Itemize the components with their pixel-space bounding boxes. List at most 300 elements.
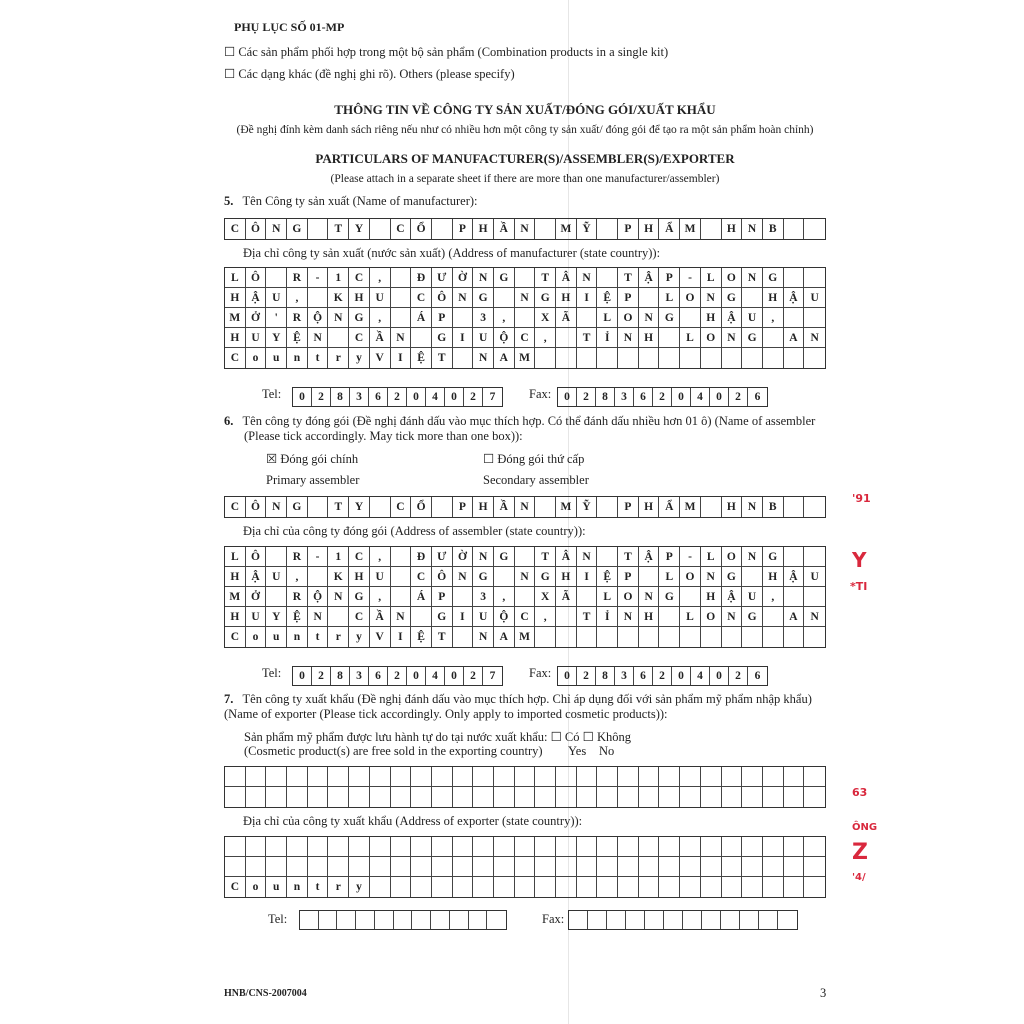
grid-cell[interactable]: N xyxy=(618,328,639,348)
checkbox[interactable]: ☐ xyxy=(224,45,236,59)
exporter-name-grid[interactable] xyxy=(224,766,826,808)
grid-cell[interactable] xyxy=(266,787,287,807)
grid-cell[interactable]: Ở xyxy=(246,308,267,328)
grid-cell[interactable] xyxy=(328,328,349,348)
grid-cell[interactable]: Ầ xyxy=(494,219,515,239)
grid-cell[interactable] xyxy=(515,268,536,288)
grid-cell[interactable] xyxy=(494,567,515,587)
grid-cell[interactable]: H xyxy=(225,567,246,587)
grid-cell[interactable] xyxy=(535,767,556,787)
grid-cell[interactable] xyxy=(784,857,805,877)
grid-cell[interactable] xyxy=(556,787,577,807)
grid-cell[interactable] xyxy=(618,787,639,807)
digit-box[interactable]: 3 xyxy=(615,388,634,406)
grid-cell[interactable]: C xyxy=(349,547,370,567)
digit-box[interactable]: 7 xyxy=(489,391,496,403)
grid-cell[interactable]: N xyxy=(515,567,536,587)
grid-cell[interactable]: Ẩ xyxy=(659,219,680,239)
grid-cell[interactable] xyxy=(370,767,391,787)
grid-cell[interactable]: M xyxy=(225,587,246,607)
grid-cell[interactable] xyxy=(701,837,722,857)
grid-cell[interactable]: Ộ xyxy=(494,607,515,627)
grid-cell[interactable]: L xyxy=(659,288,680,308)
grid-cell[interactable] xyxy=(515,837,536,857)
grid-cell[interactable]: N xyxy=(618,607,639,627)
grid-cell[interactable] xyxy=(639,348,660,368)
grid-cell[interactable] xyxy=(453,787,474,807)
grid-cell[interactable]: H xyxy=(556,288,577,308)
grid-cell[interactable]: - xyxy=(308,268,329,288)
digit-box[interactable]: 0 xyxy=(407,667,426,685)
grid-cell[interactable]: 1 xyxy=(328,547,349,567)
grid-cell[interactable]: N xyxy=(804,607,825,627)
grid-cell[interactable]: u xyxy=(266,348,287,368)
grid-cell[interactable]: N xyxy=(328,587,349,607)
grid-cell[interactable]: O xyxy=(618,587,639,607)
grid-cell[interactable]: Ỹ xyxy=(577,219,598,239)
grid-cell[interactable] xyxy=(722,877,743,897)
exporter-tel-field[interactable] xyxy=(299,910,507,930)
grid-cell[interactable] xyxy=(639,877,660,897)
grid-cell[interactable]: Ệ xyxy=(411,627,432,647)
grid-cell[interactable]: Â xyxy=(556,268,577,288)
grid-cell[interactable] xyxy=(556,877,577,897)
grid-cell[interactable] xyxy=(535,627,556,647)
grid-cell[interactable]: N xyxy=(308,328,329,348)
grid-cell[interactable]: U xyxy=(266,567,287,587)
grid-cell[interactable] xyxy=(391,787,412,807)
grid-cell[interactable] xyxy=(515,787,536,807)
grid-cell[interactable] xyxy=(784,308,805,328)
grid-cell[interactable]: , xyxy=(370,268,391,288)
grid-cell[interactable]: R xyxy=(287,308,308,328)
grid-cell[interactable] xyxy=(391,767,412,787)
grid-cell[interactable]: T xyxy=(618,268,639,288)
grid-cell[interactable] xyxy=(411,328,432,348)
grid-cell[interactable]: I xyxy=(577,288,598,308)
grid-cell[interactable] xyxy=(370,497,391,517)
digit-box[interactable]: 2 xyxy=(577,388,596,406)
grid-cell[interactable]: , xyxy=(287,288,308,308)
digit-box[interactable] xyxy=(375,911,394,929)
grid-cell[interactable] xyxy=(494,837,515,857)
grid-cell[interactable]: Y xyxy=(266,607,287,627)
grid-cell[interactable]: I xyxy=(453,328,474,348)
grid-cell[interactable]: N xyxy=(742,497,763,517)
grid-cell[interactable] xyxy=(597,877,618,897)
grid-cell[interactable] xyxy=(411,767,432,787)
digit-box[interactable] xyxy=(319,911,338,929)
grid-cell[interactable]: Ổ xyxy=(411,219,432,239)
digit-box[interactable]: 3 xyxy=(615,667,634,685)
grid-cell[interactable]: - xyxy=(680,268,701,288)
grid-cell[interactable] xyxy=(639,857,660,877)
grid-cell[interactable] xyxy=(722,627,743,647)
grid-cell[interactable] xyxy=(659,627,680,647)
grid-cell[interactable]: U xyxy=(742,587,763,607)
grid-cell[interactable]: N xyxy=(639,308,660,328)
grid-cell[interactable]: N xyxy=(577,268,598,288)
grid-cell[interactable]: N xyxy=(328,308,349,328)
grid-cell[interactable]: C xyxy=(515,607,536,627)
assembler-fax-field[interactable] xyxy=(557,666,768,686)
grid-cell[interactable] xyxy=(308,219,329,239)
digit-box[interactable] xyxy=(721,911,740,929)
grid-cell[interactable]: P xyxy=(659,547,680,567)
grid-cell[interactable]: Ệ xyxy=(287,607,308,627)
grid-cell[interactable]: M xyxy=(556,219,577,239)
grid-cell[interactable]: C xyxy=(225,348,246,368)
grid-cell[interactable]: r xyxy=(328,627,349,647)
grid-cell[interactable]: M xyxy=(515,348,536,368)
grid-cell[interactable] xyxy=(659,857,680,877)
grid-cell[interactable] xyxy=(784,787,805,807)
grid-cell[interactable]: K xyxy=(328,288,349,308)
grid-cell[interactable] xyxy=(287,837,308,857)
grid-cell[interactable]: H xyxy=(225,607,246,627)
grid-cell[interactable]: Ầ xyxy=(370,328,391,348)
grid-cell[interactable] xyxy=(618,857,639,877)
grid-cell[interactable] xyxy=(287,767,308,787)
grid-cell[interactable]: N xyxy=(639,587,660,607)
digit-box[interactable] xyxy=(569,911,588,929)
grid-cell[interactable]: H xyxy=(639,497,660,517)
grid-cell[interactable] xyxy=(391,308,412,328)
grid-cell[interactable] xyxy=(597,268,618,288)
grid-cell[interactable] xyxy=(556,607,577,627)
grid-cell[interactable] xyxy=(515,767,536,787)
grid-cell[interactable]: H xyxy=(701,587,722,607)
digit-box[interactable]: 6 xyxy=(369,667,388,685)
grid-cell[interactable] xyxy=(515,587,536,607)
grid-cell[interactable]: G xyxy=(494,268,515,288)
grid-cell[interactable] xyxy=(391,288,412,308)
grid-cell[interactable] xyxy=(722,348,743,368)
grid-cell[interactable] xyxy=(680,767,701,787)
secondary-assembler-option[interactable] xyxy=(483,451,584,467)
grid-cell[interactable]: G xyxy=(659,308,680,328)
grid-cell[interactable]: Á xyxy=(411,308,432,328)
grid-cell[interactable]: , xyxy=(370,308,391,328)
digit-box[interactable] xyxy=(356,911,375,929)
grid-cell[interactable] xyxy=(432,497,453,517)
digit-box[interactable]: 0 xyxy=(672,667,691,685)
grid-cell[interactable] xyxy=(742,857,763,877)
grid-cell[interactable]: Ô xyxy=(246,547,267,567)
grid-cell[interactable]: Ệ xyxy=(597,288,618,308)
grid-cell[interactable]: y xyxy=(349,627,370,647)
grid-cell[interactable]: P xyxy=(453,219,474,239)
grid-cell[interactable] xyxy=(246,767,267,787)
grid-cell[interactable]: Ậ xyxy=(784,288,805,308)
digit-box[interactable]: 2 xyxy=(312,667,331,685)
assembler-name-grid[interactable] xyxy=(224,496,826,518)
grid-cell[interactable]: G xyxy=(432,607,453,627)
grid-cell[interactable]: U xyxy=(246,328,267,348)
grid-cell[interactable]: C xyxy=(349,607,370,627)
grid-cell[interactable]: U xyxy=(266,288,287,308)
grid-cell[interactable]: H xyxy=(639,328,660,348)
grid-cell[interactable]: N xyxy=(473,268,494,288)
grid-cell[interactable]: G xyxy=(287,219,308,239)
grid-cell[interactable] xyxy=(473,767,494,787)
grid-cell[interactable] xyxy=(411,857,432,877)
grid-cell[interactable]: T xyxy=(618,547,639,567)
grid-cell[interactable]: N xyxy=(515,497,536,517)
grid-cell[interactable] xyxy=(639,288,660,308)
grid-cell[interactable]: G xyxy=(535,288,556,308)
grid-cell[interactable]: ' xyxy=(266,308,287,328)
grid-cell[interactable] xyxy=(701,767,722,787)
grid-cell[interactable]: G xyxy=(432,328,453,348)
grid-cell[interactable] xyxy=(597,857,618,877)
grid-cell[interactable]: Ậ xyxy=(639,268,660,288)
grid-cell[interactable] xyxy=(577,857,598,877)
grid-cell[interactable] xyxy=(328,767,349,787)
digit-box[interactable] xyxy=(664,911,683,929)
grid-cell[interactable]: M xyxy=(680,497,701,517)
grid-cell[interactable] xyxy=(391,567,412,587)
grid-cell[interactable]: N xyxy=(742,547,763,567)
grid-cell[interactable] xyxy=(453,308,474,328)
grid-cell[interactable] xyxy=(784,837,805,857)
grid-cell[interactable]: P xyxy=(453,497,474,517)
option-combination-kit[interactable] xyxy=(224,44,668,60)
grid-cell[interactable]: L xyxy=(701,547,722,567)
grid-cell[interactable]: N xyxy=(701,288,722,308)
grid-cell[interactable] xyxy=(535,219,556,239)
grid-cell[interactable]: B xyxy=(763,219,784,239)
checkbox-checked[interactable]: ☒ xyxy=(266,452,278,466)
grid-cell[interactable] xyxy=(804,857,825,877)
grid-cell[interactable]: G xyxy=(722,567,743,587)
manufacturer-tel-field[interactable] xyxy=(292,387,503,407)
grid-cell[interactable]: Ệ xyxy=(597,567,618,587)
grid-cell[interactable] xyxy=(473,877,494,897)
grid-cell[interactable]: O xyxy=(680,567,701,587)
grid-cell[interactable] xyxy=(225,837,246,857)
digit-box[interactable] xyxy=(588,911,607,929)
digit-box[interactable]: 2 xyxy=(464,388,483,406)
grid-cell[interactable] xyxy=(804,627,825,647)
grid-cell[interactable] xyxy=(722,787,743,807)
grid-cell[interactable] xyxy=(577,308,598,328)
grid-cell[interactable]: C xyxy=(411,288,432,308)
grid-cell[interactable]: Á xyxy=(411,587,432,607)
grid-cell[interactable] xyxy=(556,328,577,348)
grid-cell[interactable]: , xyxy=(370,547,391,567)
grid-cell[interactable]: C xyxy=(225,219,246,239)
grid-cell[interactable] xyxy=(308,837,329,857)
grid-cell[interactable] xyxy=(597,547,618,567)
grid-cell[interactable]: C xyxy=(225,627,246,647)
grid-cell[interactable]: Ộ xyxy=(308,308,329,328)
grid-cell[interactable] xyxy=(680,627,701,647)
digit-box[interactable] xyxy=(759,911,778,929)
grid-cell[interactable]: U xyxy=(473,328,494,348)
grid-cell[interactable]: Ầ xyxy=(494,497,515,517)
grid-cell[interactable]: H xyxy=(473,497,494,517)
grid-cell[interactable] xyxy=(680,837,701,857)
grid-cell[interactable]: H xyxy=(639,607,660,627)
grid-cell[interactable]: T xyxy=(535,268,556,288)
grid-cell[interactable] xyxy=(577,837,598,857)
grid-cell[interactable]: K xyxy=(328,567,349,587)
grid-cell[interactable] xyxy=(556,837,577,857)
grid-cell[interactable] xyxy=(701,877,722,897)
grid-cell[interactable]: C xyxy=(515,328,536,348)
digit-box[interactable]: 0 xyxy=(558,388,577,406)
grid-cell[interactable] xyxy=(659,767,680,787)
digit-box[interactable] xyxy=(431,911,450,929)
grid-cell[interactable] xyxy=(411,607,432,627)
grid-cell[interactable] xyxy=(784,497,805,517)
grid-cell[interactable]: V xyxy=(370,627,391,647)
digit-box[interactable]: 0 xyxy=(445,667,464,685)
grid-cell[interactable] xyxy=(639,837,660,857)
grid-cell[interactable]: N xyxy=(515,219,536,239)
grid-cell[interactable]: Ô xyxy=(246,268,267,288)
grid-cell[interactable]: y xyxy=(349,348,370,368)
grid-cell[interactable] xyxy=(453,627,474,647)
grid-cell[interactable]: C xyxy=(225,497,246,517)
grid-cell[interactable] xyxy=(287,857,308,877)
grid-cell[interactable] xyxy=(494,767,515,787)
grid-cell[interactable]: 1 xyxy=(328,268,349,288)
grid-cell[interactable]: L xyxy=(701,268,722,288)
digit-box[interactable]: 4 xyxy=(691,388,710,406)
grid-cell[interactable]: G xyxy=(742,328,763,348)
grid-cell[interactable]: n xyxy=(287,627,308,647)
grid-cell[interactable]: M xyxy=(225,308,246,328)
grid-cell[interactable] xyxy=(784,587,805,607)
grid-cell[interactable]: Ệ xyxy=(287,328,308,348)
digit-box[interactable] xyxy=(450,911,469,929)
grid-cell[interactable]: G xyxy=(473,288,494,308)
grid-cell[interactable]: C xyxy=(225,877,246,897)
grid-cell[interactable]: R xyxy=(287,587,308,607)
grid-cell[interactable] xyxy=(804,219,825,239)
grid-cell[interactable]: G xyxy=(659,587,680,607)
grid-cell[interactable]: P xyxy=(432,587,453,607)
grid-cell[interactable]: G xyxy=(763,547,784,567)
grid-cell[interactable] xyxy=(287,787,308,807)
digit-box[interactable]: 4 xyxy=(426,667,445,685)
grid-cell[interactable]: V xyxy=(370,348,391,368)
grid-cell[interactable]: C xyxy=(411,567,432,587)
grid-cell[interactable] xyxy=(370,837,391,857)
grid-cell[interactable]: T xyxy=(328,219,349,239)
grid-cell[interactable]: L xyxy=(680,607,701,627)
grid-cell[interactable] xyxy=(515,877,536,897)
grid-cell[interactable]: Ư xyxy=(432,268,453,288)
grid-cell[interactable] xyxy=(659,607,680,627)
grid-cell[interactable]: N xyxy=(515,288,536,308)
grid-cell[interactable] xyxy=(742,877,763,897)
digit-box[interactable]: 3 xyxy=(350,667,369,685)
grid-cell[interactable]: Ã xyxy=(556,587,577,607)
digit-box[interactable]: 3 xyxy=(350,388,369,406)
grid-cell[interactable] xyxy=(328,607,349,627)
grid-cell[interactable] xyxy=(742,567,763,587)
grid-cell[interactable] xyxy=(618,767,639,787)
grid-cell[interactable]: Ộ xyxy=(308,587,329,607)
grid-cell[interactable]: N xyxy=(391,607,412,627)
primary-assembler-option[interactable] xyxy=(266,451,358,467)
grid-cell[interactable]: R xyxy=(287,268,308,288)
grid-cell[interactable]: G xyxy=(287,497,308,517)
grid-cell[interactable]: C xyxy=(391,497,412,517)
grid-cell[interactable]: , xyxy=(535,607,556,627)
grid-cell[interactable] xyxy=(742,288,763,308)
grid-cell[interactable]: Ỉ xyxy=(597,607,618,627)
grid-cell[interactable]: Ổ xyxy=(411,497,432,517)
digit-box[interactable]: 0 xyxy=(672,388,691,406)
grid-cell[interactable]: U xyxy=(370,567,391,587)
digit-box[interactable]: 8 xyxy=(596,667,615,685)
grid-cell[interactable] xyxy=(763,787,784,807)
grid-cell[interactable]: Ờ xyxy=(453,268,474,288)
grid-cell[interactable] xyxy=(763,767,784,787)
grid-cell[interactable]: O xyxy=(701,328,722,348)
grid-cell[interactable]: O xyxy=(722,268,743,288)
grid-cell[interactable] xyxy=(453,857,474,877)
digit-box[interactable] xyxy=(394,911,413,929)
digit-box[interactable]: 0 xyxy=(293,388,312,406)
grid-cell[interactable]: P xyxy=(659,268,680,288)
grid-cell[interactable] xyxy=(453,587,474,607)
digit-box[interactable] xyxy=(683,911,702,929)
grid-cell[interactable]: Ậ xyxy=(639,547,660,567)
grid-cell[interactable]: L xyxy=(597,308,618,328)
grid-cell[interactable]: Ư xyxy=(432,547,453,567)
grid-cell[interactable]: N xyxy=(266,219,287,239)
grid-cell[interactable]: Ậ xyxy=(246,288,267,308)
grid-cell[interactable] xyxy=(597,627,618,647)
digit-box[interactable]: 4 xyxy=(691,667,710,685)
digit-box[interactable] xyxy=(702,911,721,929)
grid-cell[interactable] xyxy=(639,767,660,787)
grid-cell[interactable]: Ã xyxy=(556,308,577,328)
free-sale-question[interactable]: Sản phẩm mỹ phẩm được lưu hành tự do tại nước xuất khẩu: ☐ Có ☐ Không xyxy=(244,730,631,744)
grid-cell[interactable]: o xyxy=(246,877,267,897)
grid-cell[interactable]: o xyxy=(246,627,267,647)
digit-box[interactable]: 8 xyxy=(331,388,350,406)
grid-cell[interactable]: B xyxy=(763,497,784,517)
grid-cell[interactable] xyxy=(308,288,329,308)
digit-box[interactable] xyxy=(607,911,626,929)
grid-cell[interactable]: X xyxy=(535,587,556,607)
grid-cell[interactable] xyxy=(597,837,618,857)
grid-cell[interactable] xyxy=(804,348,825,368)
grid-cell[interactable]: L xyxy=(597,587,618,607)
digit-box[interactable]: 0 xyxy=(710,667,729,685)
grid-cell[interactable] xyxy=(804,787,825,807)
grid-cell[interactable]: H xyxy=(225,288,246,308)
digit-box[interactable]: 2 xyxy=(577,667,596,685)
grid-cell[interactable] xyxy=(680,787,701,807)
grid-cell[interactable] xyxy=(784,877,805,897)
grid-cell[interactable] xyxy=(804,308,825,328)
grid-cell[interactable] xyxy=(473,857,494,877)
grid-cell[interactable] xyxy=(618,627,639,647)
grid-cell[interactable] xyxy=(680,348,701,368)
digit-box[interactable]: 6 xyxy=(634,667,653,685)
grid-cell[interactable]: H xyxy=(349,288,370,308)
grid-cell[interactable]: H xyxy=(556,567,577,587)
grid-cell[interactable]: Ộ xyxy=(494,328,515,348)
grid-cell[interactable] xyxy=(391,857,412,877)
